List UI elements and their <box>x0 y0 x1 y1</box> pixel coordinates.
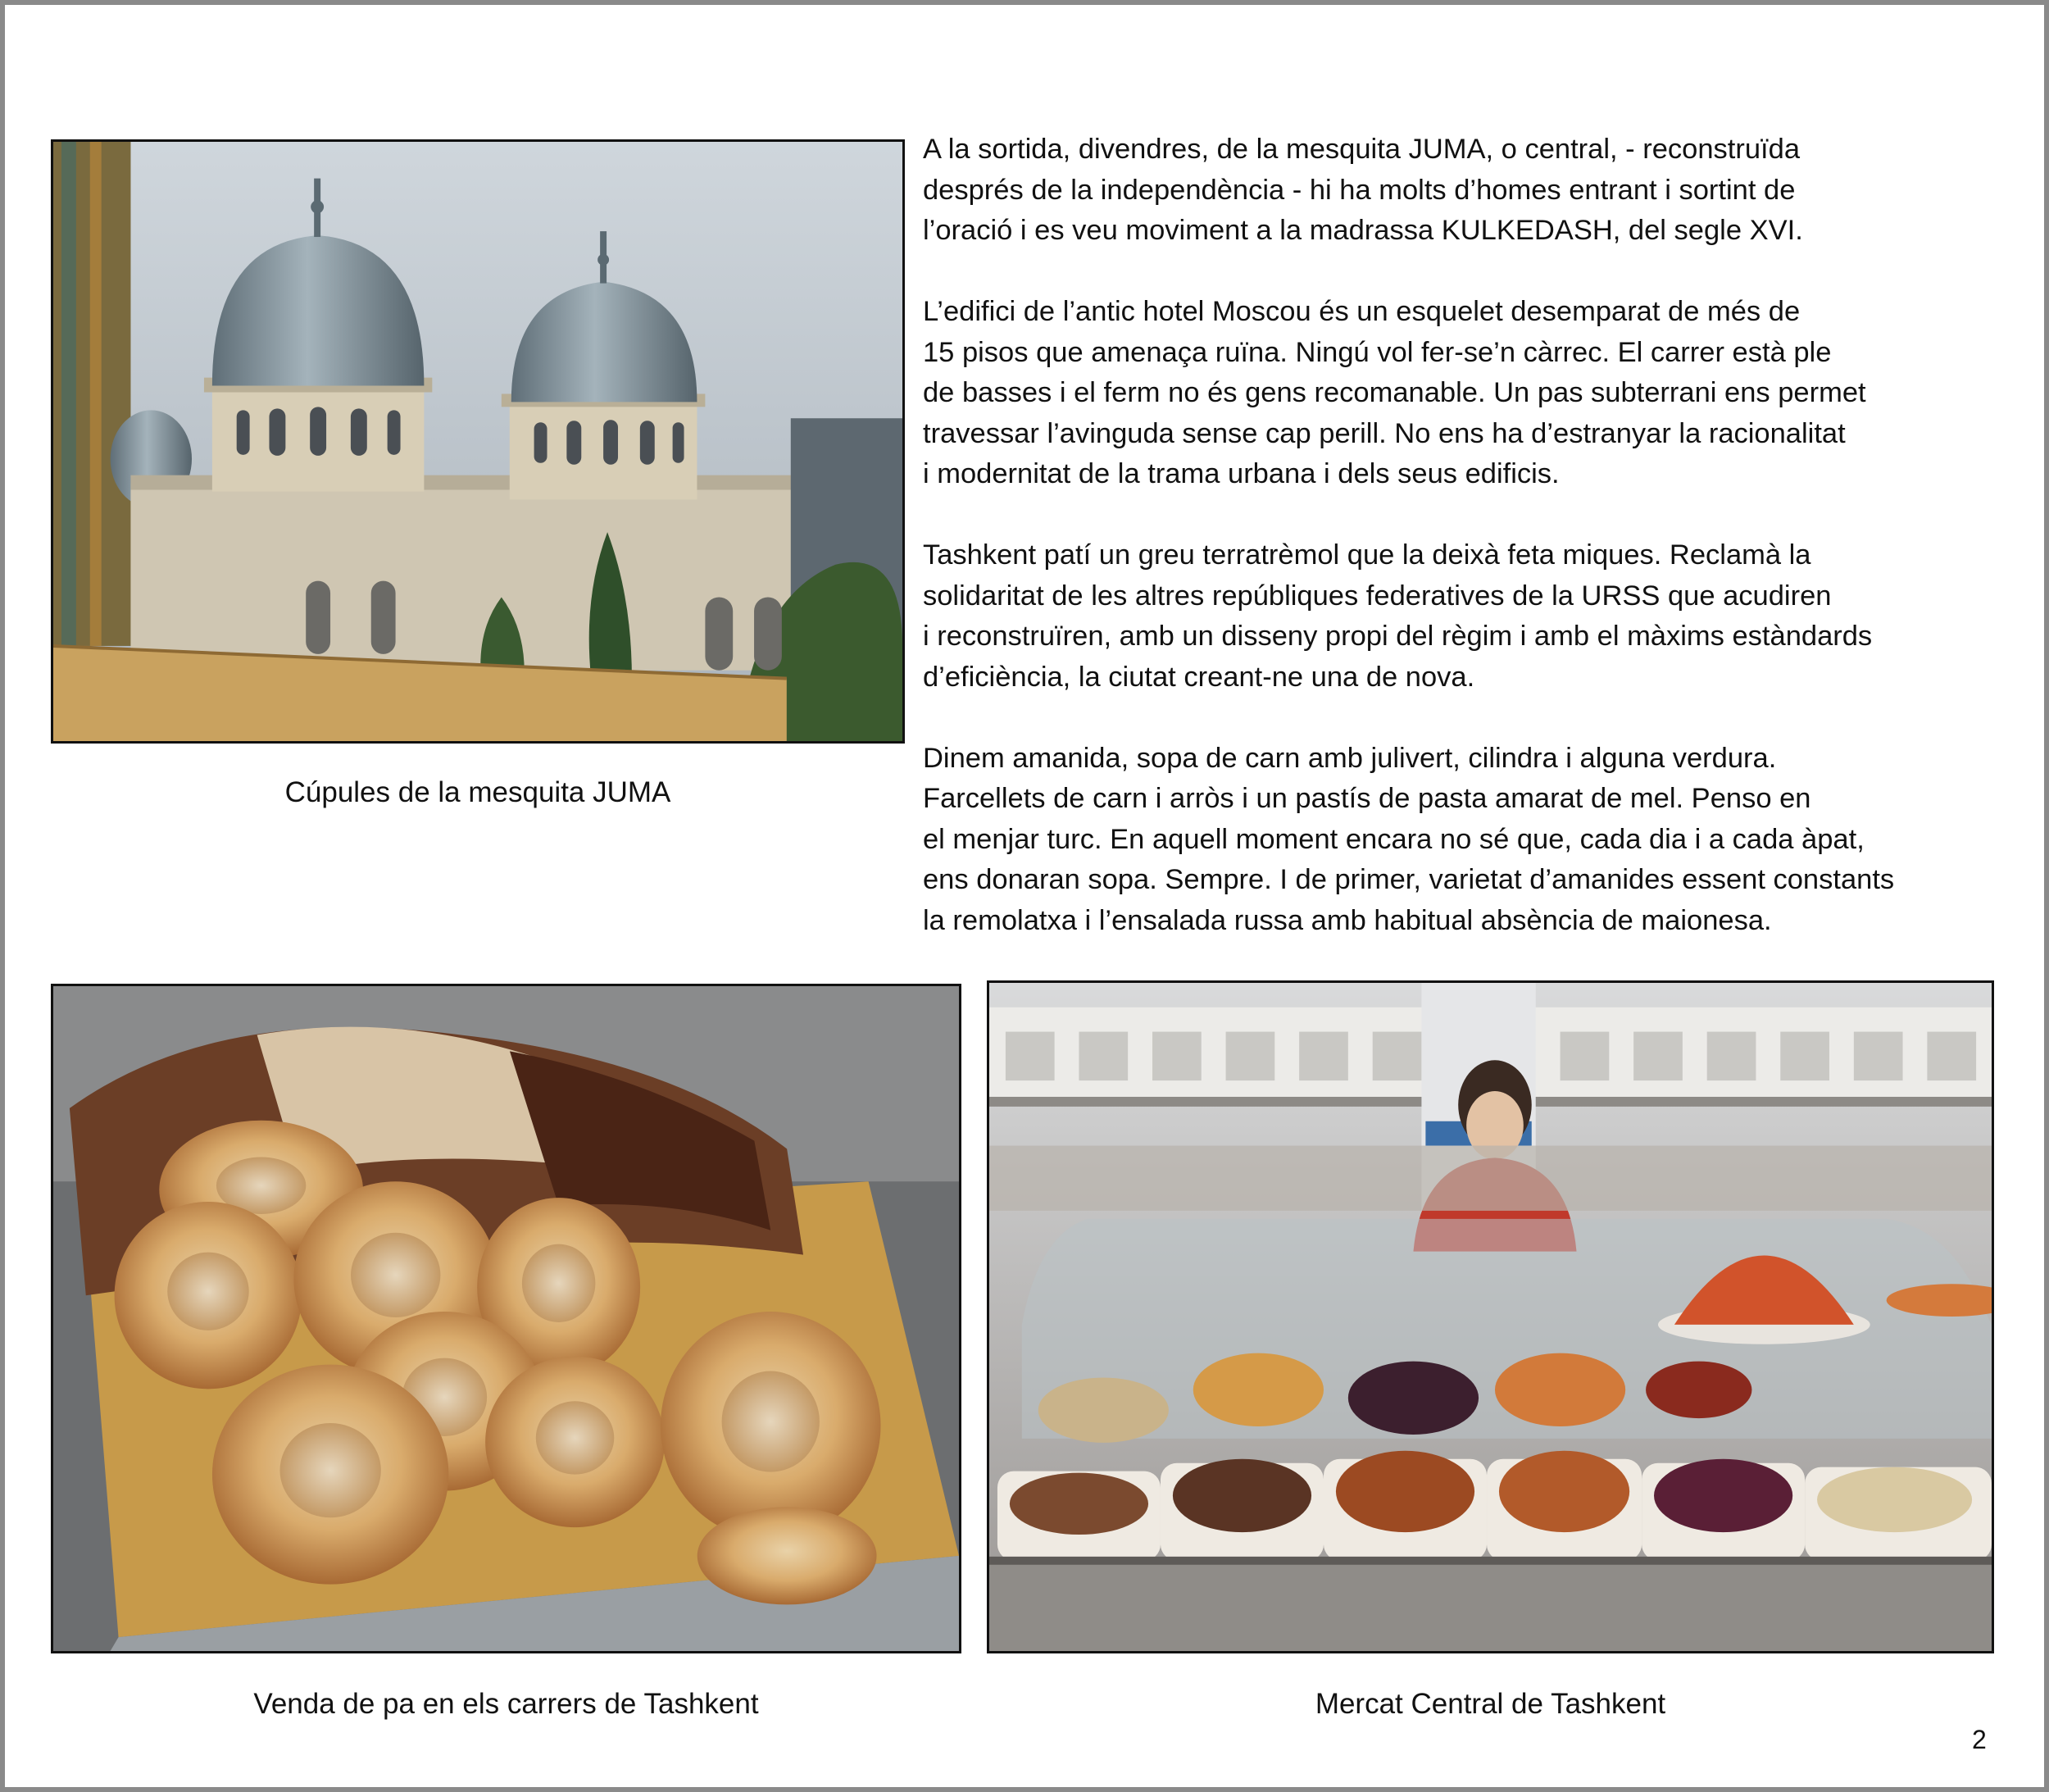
bread-photo <box>51 984 961 1653</box>
body-text <box>923 130 2013 941</box>
market-caption: Mercat Central de Tashkent <box>1315 1688 1666 1720</box>
mosque-photo <box>51 139 905 744</box>
mosque-illustration <box>53 142 902 741</box>
paragraph: A la sortida, divendres, de la mesquita JUMA, o central, - reconstruïda després de la independència - hi ha molts d’homes entrant i sortint de l’oració i es veu moviment a la madrassa KULKEDASH, del segle XVI. <box>923 134 1803 246</box>
paragraph: Dinem amanida, sopa de carn amb julivert, cilindra i alguna verdura. Farcellets de carn i arròs i un pastís de pasta amarat de mel. Penso en el menjar turc. En aquell moment encara no sé que, cada dia i a cada àpat, ens donaran sopa. Sempre. I de primer, varietat d’amanides essent constants la remolatxa i l’ensalada russa amb habitual absència de maionesa. <box>923 742 1895 936</box>
paragraph: Tashkent patí un greu terratrèmol que la deixà feta miques. Reclamà la solidaritat de les altres repúbliques federatives de la URSS que acudiren i reconstruïren, amb un disseny propi del règim i amb el màxims estàndards d’eficiència, la ciutat creant-ne una de nova. <box>923 539 1873 693</box>
market-photo <box>987 980 1994 1653</box>
market-illustration <box>989 983 1992 1651</box>
bread-caption: Venda de pa en els carrers de Tashkent <box>253 1688 759 1720</box>
mosque-caption: Cúpules de la mesquita JUMA <box>284 776 671 808</box>
bread-illustration <box>53 986 959 1651</box>
paragraph: L’edifici de l’antic hotel Moscou és un esquelet desemparat de més de 15 pisos que amenaça ruïna. Ningú vol fer-se’n càrrec. El carrer està ple de basses i el ferm no és gens recomanable. Un pas subterrani ens permet travessar l’avinguda sense cap perill. No ens ha d’estranyar la racionalitat i modernitat de la trama urbana i dels seus edificis. <box>923 296 1866 489</box>
page-number: 2 <box>1972 1725 1987 1754</box>
document-page <box>5 5 2044 1787</box>
